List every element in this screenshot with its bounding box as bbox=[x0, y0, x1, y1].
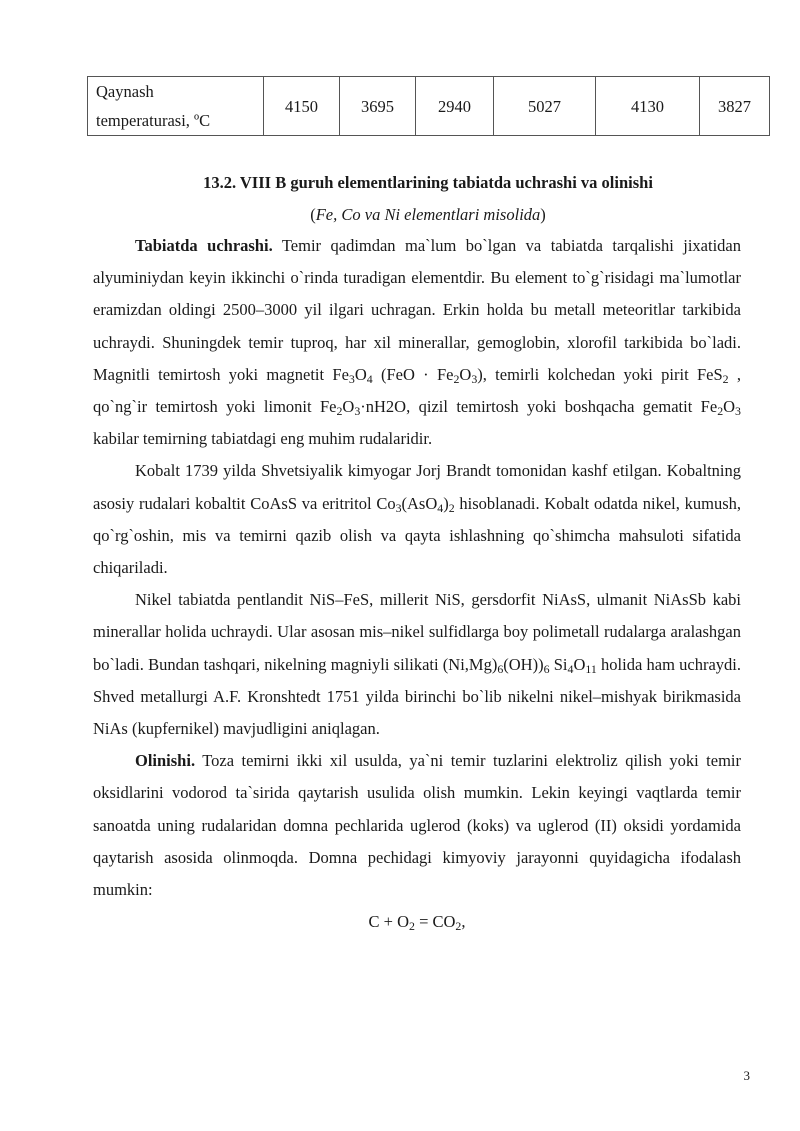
paragraph-nickel: Nikel tabiatda pentlandit NiS–FeS, millerit NiS, gersdorfit NiAsS, ulmanit NiAsSb kabi minerallar holida uchraydi. Ular asosan mis–nikel sulfidlarga boy polimetall rudalarga aralashgan bo`ladi. Bundan tashqari, nikelning magniyli silikati $(Ni,Mg)_6(OH))_6$ $Si_4O_{11}$ holida ham uchraydi. Shved metallurgi A.F. Kronshtedt 1751 yilda birinchi bo`lib nikelni nikel–mishyak birikmasida NiAs (kupfernikel) mavjudligini aniqlagan. bbox=[93, 590, 741, 739]
table-cell: 4150 bbox=[264, 77, 340, 136]
paragraph-cobalt: Kobalt 1739 yilda Shvetsiyalik kimyogar Jorj Brandt tomonidan kashf etilgan. Kobaltning asosiy rudalari kobaltit CoAsS va eritritol $Co_3(AsO_4)_2$ hisoblanadi. Kobalt odatda nikel, kumush, qo`rg`oshin, mis va temirni qazib olish va qayta ishlashning qo`shimcha mahsuloti sifatida chiqariladi. bbox=[93, 461, 741, 578]
table-row bbox=[88, 77, 770, 136]
table-row-label: Qaynash temperaturasi, ºC bbox=[88, 77, 264, 136]
paragraph-production: Olinishi. Toza temirni ikki xil usulda, ya`ni temir tuzlarini elektroliz qilish yoki temir oksidlarini vodorod ta`sirida qaytarish usulida olish mumkin. Lekin keyingi vaqtlarda temir sanoatda uning rudalaridan domna pechlarida uglerod (koks) va uglerod (II) oksidi yordamida qaytarish asosida olinmoqda. Domna pechidagi kimyoviy jarayonni quyidagicha ifodalash mumkin: bbox=[93, 751, 741, 900]
table-cell: 3695 bbox=[340, 77, 416, 136]
table-cell: 2940 bbox=[416, 77, 494, 136]
table-cell: 4130 bbox=[596, 77, 700, 136]
boiling-temperature-table bbox=[87, 76, 770, 136]
section-title: 13.2. VIII B guruh elementlarining tabiatda uchrashi va olinishi bbox=[203, 173, 653, 192]
paragraph-lead: Olinishi. bbox=[135, 751, 196, 771]
table-cell: 5027 bbox=[494, 77, 596, 136]
section-subtitle: (Fe, Co va Ni elementlari misolida) bbox=[310, 205, 546, 224]
page-number: 3 bbox=[743, 1068, 750, 1083]
paragraph-lead: Tabiatda uchrashi. bbox=[135, 236, 273, 255]
table-cell: 3827 bbox=[700, 77, 770, 136]
paragraph-occurrence-iron: Tabiatda uchrashi. Temir qadimdan ma`lum bo`lgan va tabiatda tarqalishi jixatidan alyuminiydan keyin ikkinchi o`rinda turadigan elementdir. Bu element to`g`risidagi ma`lumotlar eramizdan oldingi 2500–3000 yil ilgari uchragan. Erkin holda bu metall meteoritlar tarkibida uchraydi. Shuningdek temir tuproq, har xil minerallar, gemoglobin, xlorofil tarkibida bo`ladi. Magnitli temirtosh yoki magnetit $Fe_3O_4$ $(FeO \cdot Fe_2O_3)$, temirli kolchedan yoki pirit FeS$_2$ , qo`ng`ir temirtosh yoki limonit $Fe_2O_3\cdot nH2O$, qizil temirtosh yoki boshqacha gematit $Fe_2O_3$ kabilar temirning tabiatdagi eng muhim rudalaridir. bbox=[93, 236, 742, 449]
body-text bbox=[93, 230, 741, 938]
chemical-equation: $C + O_2 = CO_2$, bbox=[368, 912, 466, 934]
